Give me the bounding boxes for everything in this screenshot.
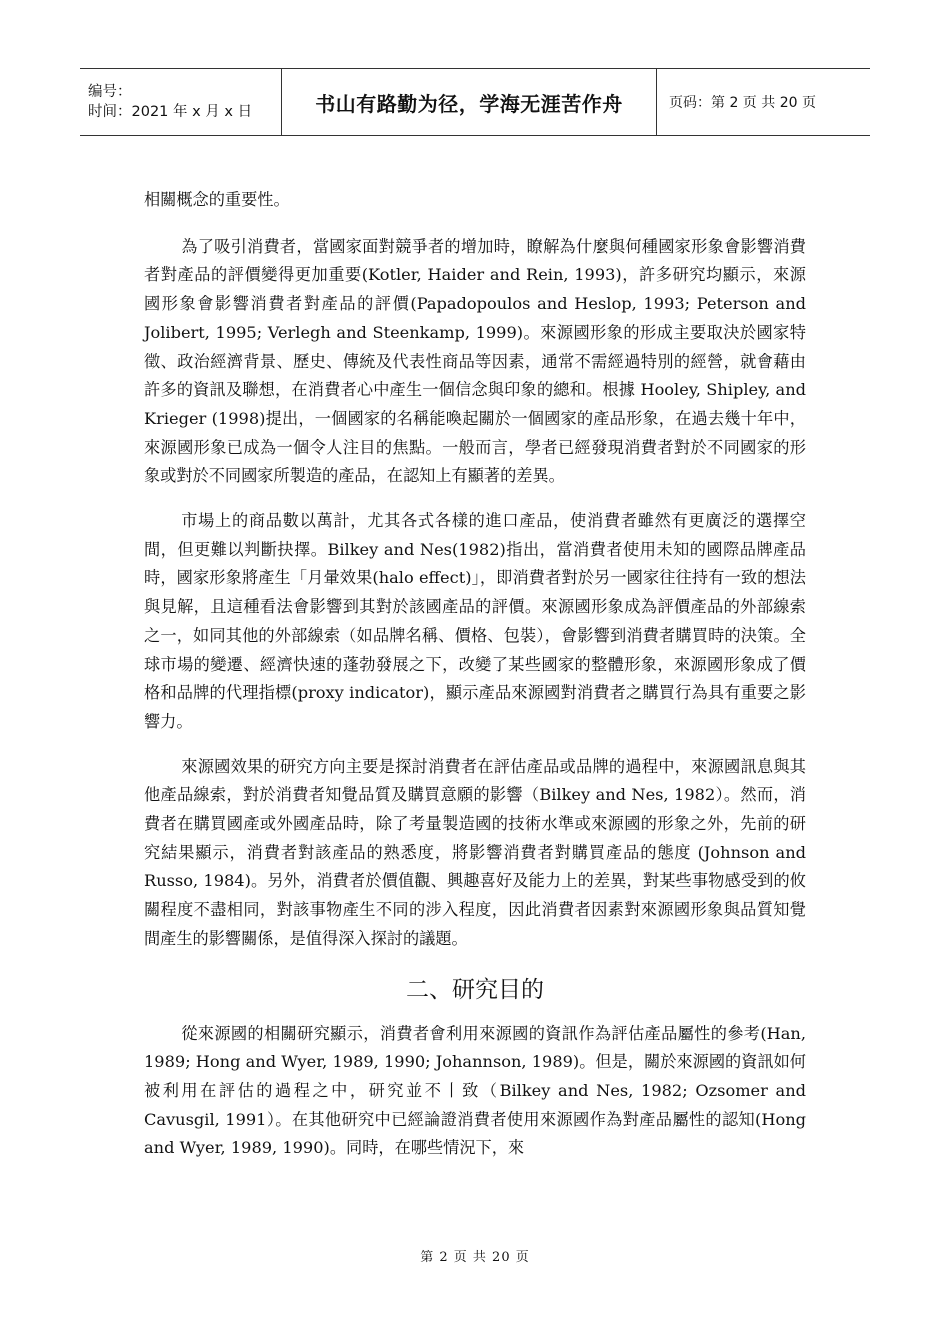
motto-text: 书山有路勤为径，学海无涯苦作舟 xyxy=(315,91,623,116)
footer-page-number: 第 2 页 共 20 页 xyxy=(420,1250,530,1265)
paragraph: 來源國效果的研究方向主要是探討消費者在評估產品或品牌的過程中，來源國訊息與其他產品線索，對於消費者知覺品質及購買意願的影響（Bilkey and Nes, 1982）。然而，消費者在購買國產或外國產品時，除了考量製造國的技術水準或來源國的形象之外，先前的研究結果顯示，消費者對該產品的熟悉度，將影響消費者對購買產品的態度 (Johnson and Russo, 1984)。另外，消費者於價值觀、興趣喜好及能力上的差異，對某些事物感受到的攸關程度不盡相同，對該事物產生不同的涉入程度，因此消費者因素對來源國形象與品質知覺間產生的影響關係，是值得深入探討的議題。 xyxy=(144,756,806,948)
paragraph: 相關概念的重要性。 xyxy=(144,190,290,209)
paragraph: 從來源國的相關研究顯示，消費者會利用來源國的資訊作為評估產品屬性的參考(Han, 1989; Hong and Wyer, 1989, 1990; Johannson, 1989)。但是，關於來源國的資訊如何被利用在評估的過程之中，研究並不丨致（Bilkey and Nes, 1982; Ozsomer and Cavusgil, 1991）。在其他研究中已經論證消費者使用來源國作為對產品屬性的認知(Hong and Wyer, 1989, 1990)。同時，在哪些情況下，來 xyxy=(144,1023,806,1158)
document-time-label: 时间：2021 年 x 月 x 日 xyxy=(88,104,253,120)
header-motto xyxy=(282,69,657,135)
document-number-label: 编号： xyxy=(88,84,132,100)
page-header xyxy=(80,68,870,136)
header-meta xyxy=(80,69,282,135)
page-number-label: 页码：第 2 页 共 20 页 xyxy=(669,95,816,111)
paragraph: 市場上的商品數以萬計，尤其各式各樣的進口產品，使消費者雖然有更廣泛的選擇空間，但更難以判斷抉擇。Bilkey and Nes(1982)指出，當消費者使用未知的國際品牌產品時，國家形象將產生「月暈效果(halo effect)」，即消費者對於另一國家往往持有一致的想法與見解，且這種看法會影響到其對於該國產品的評價。來源國形象成為評價產品的外部線索之一，如同其他的外部線索（如品牌名稱、價格、包裝），會影響到消費者購買時的決策。全球市場的變遷、經濟快速的蓬勃發展之下，改變了某些國家的整體形象，來源國形象成了價格和品牌的代理指標(proxy indicator)，顯示產品來源國對消費者之購買行為具有重要之影響力。 xyxy=(144,511,806,731)
section-heading: 二、研究目的 xyxy=(406,976,544,1003)
document-body xyxy=(144,186,806,1179)
page-footer xyxy=(0,1246,950,1265)
header-page-info xyxy=(657,69,870,135)
paragraph: 為了吸引消費者，當國家面對競爭者的增加時，瞭解為什麼與何種國家形象會影響消費者對產品的評價變得更加重要(Kotler, Haider and Rein, 1993)，許多研究均顯示，來源國形象會影響消費者對產品的評價(Papadopoulos and Heslop, 1993; Peterson and Jolibert, 1995; Verlegh and Steenkamp, 1999)。來源國形象的形成主要取決於國家特徵、政治經濟背景、歷史、傳統及代表性商品等因素，通常不需經過特別的經營，就會藉由許多的資訊及聯想，在消費者心中產生一個信念與印象的總和。根據 Hooley, Shipley, and Krieger (1998)提出，一個國家的名稱能喚起關於一個國家的產品形象，在過去幾十年中，來源國形象已成為一個令人注目的焦點。一般而言，學者已經發現消費者對於不同國家的形象或對於不同國家所製造的產品，在認知上有顯著的差異。 xyxy=(144,236,806,486)
